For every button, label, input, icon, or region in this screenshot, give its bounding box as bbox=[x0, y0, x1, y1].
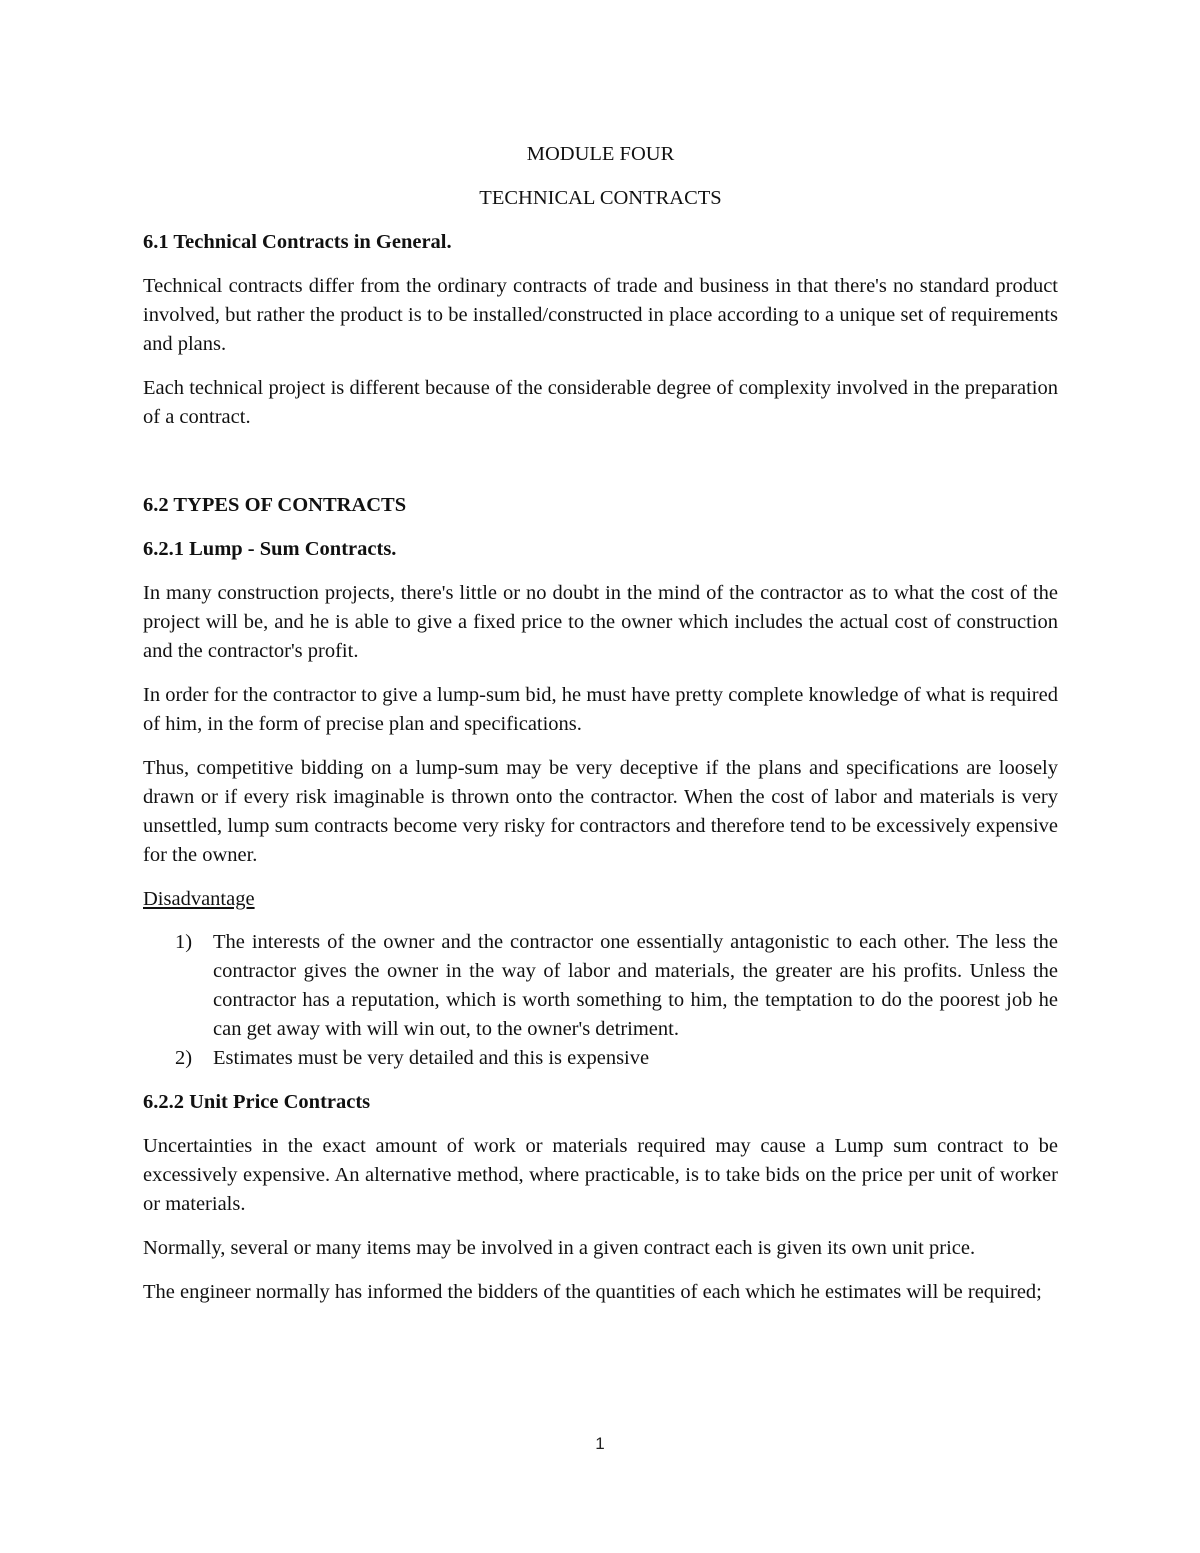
list-item bbox=[143, 1044, 1058, 1073]
section-6-2-2-heading: 6.2.2 Unit Price Contracts bbox=[143, 1091, 371, 1113]
disadvantage-label: Disadvantage bbox=[143, 888, 255, 910]
module-title: MODULE FOUR bbox=[526, 143, 675, 165]
section-6-2-1-heading: 6.2.1 Lump - Sum Contracts. bbox=[143, 538, 397, 560]
document-subtitle: TECHNICAL CONTRACTS bbox=[479, 187, 722, 209]
list-item-text: Estimates must be very detailed and this is expensive bbox=[213, 1047, 650, 1069]
section-6-2-1-paragraph: Thus, competitive bidding on a lump-sum may be very deceptive if the plans and specifications are loosely drawn or if every risk imaginable is thrown onto the contractor. When the cost of labor and materials is very unsettled, lump sum contracts become very risky for contractors and therefore tend to be excessively expensive for the owner. bbox=[143, 757, 1058, 866]
list-item-text: The interests of the owner and the contractor one essentially antagonistic to each other. The less the contractor gives the owner in the way of labor and materials, the greater are his profits. Unless the contractor has a reputation, which is worth something to him, the temptation to do the poorest job he can get away with will win out, to the owner's detriment. bbox=[213, 931, 1058, 1040]
section-6-1-paragraph: Technical contracts differ from the ordinary contracts of trade and business in that there's no standard product involved, but rather the product is to be installed/constructed in place according to a unique set of requirements and plans. bbox=[143, 275, 1058, 355]
page-content bbox=[143, 140, 1058, 1322]
list-item-number: 1) bbox=[175, 931, 193, 953]
section-6-1-paragraph: Each technical project is different because of the considerable degree of complexity involved in the preparation of a contract. bbox=[143, 377, 1058, 428]
list-item bbox=[143, 928, 1058, 1044]
section-6-2-2-paragraph: Normally, several or many items may be involved in a given contract each is given its own unit price. bbox=[143, 1237, 976, 1259]
section-6-2-1-paragraph: In order for the contractor to give a lump-sum bid, he must have pretty complete knowledge of what is required of him, in the form of precise plan and specifications. bbox=[143, 684, 1058, 735]
section-6-2-heading: 6.2 TYPES OF CONTRACTS bbox=[143, 494, 407, 516]
section-6-2-1-paragraph: In many construction projects, there's little or no doubt in the mind of the contractor as to what the cost of the project will be, and he is able to give a fixed price to the owner which includes the actual cost of construction and the contractor's profit. bbox=[143, 582, 1058, 662]
disadvantages-list bbox=[143, 928, 1058, 1073]
section-spacer bbox=[143, 447, 1058, 491]
list-item-number: 2) bbox=[175, 1047, 193, 1069]
section-6-2-2-paragraph: Uncertainties in the exact amount of work or materials required may cause a Lump sum contract to be excessively expensive. An alternative method, where practicable, is to take bids on the price per unit of worker or materials. bbox=[143, 1135, 1058, 1215]
page-number: 1 bbox=[595, 1434, 605, 1453]
section-6-2-2-paragraph: The engineer normally has informed the bidders of the quantities of each which he estimates will be required; bbox=[143, 1281, 1042, 1303]
section-6-1-heading: 6.1 Technical Contracts in General. bbox=[143, 231, 452, 253]
